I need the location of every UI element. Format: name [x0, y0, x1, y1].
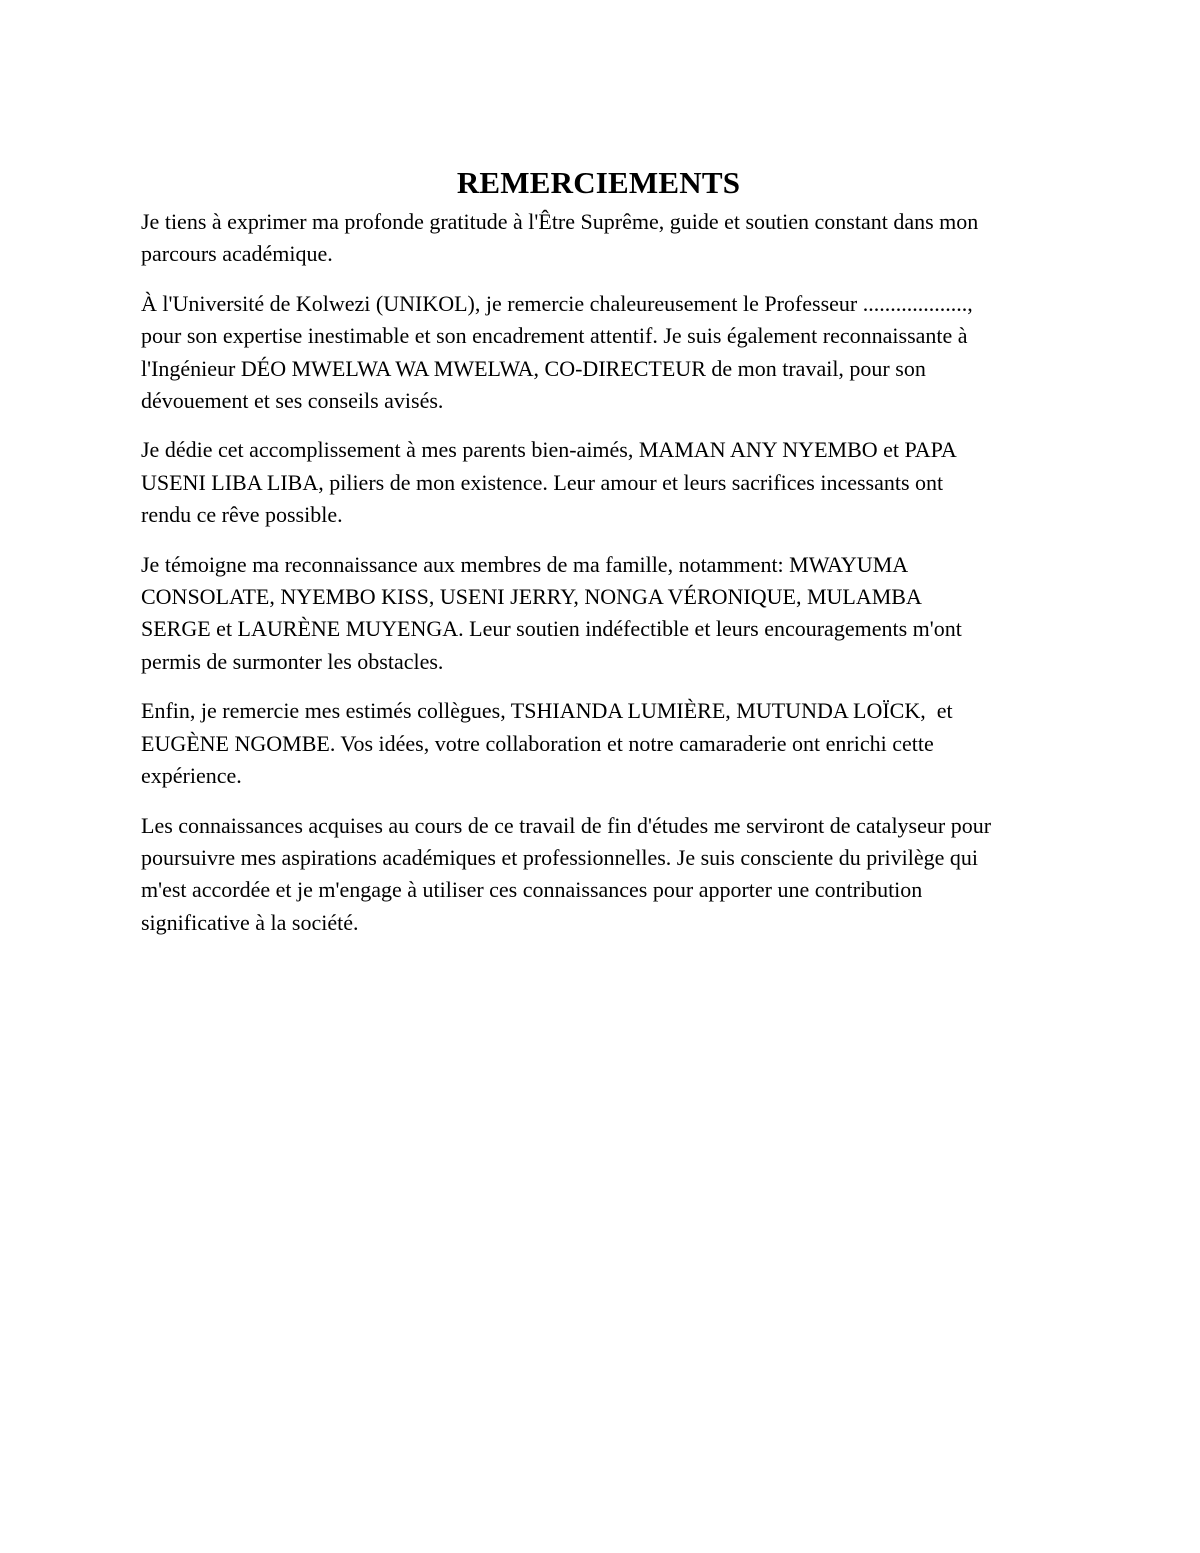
paragraph-line: CONSOLATE, NYEMBO KISS, USENI JERRY, NONGA VÉRONIQUE, MULAMBA	[141, 584, 922, 610]
paragraph-line: Les connaissances acquises au cours de ce travail de fin d'études me serviront de catalyseur pour	[141, 812, 992, 838]
paragraph-line: Je témoigne ma reconnaissance aux membres de ma famille, notamment: MWAYUMA	[141, 551, 909, 577]
paragraph-5	[141, 695, 1056, 792]
paragraph-line: À l'Université de Kolwezi (UNIKOL), je remercie chaleureusement le Professeur ...................,	[141, 290, 973, 316]
paragraph-line: rendu ce rêve possible.	[141, 502, 343, 528]
paragraph-line: Enfin, je remercie mes estimés collègues, TSHIANDA LUMIÈRE, MUTUNDA LOÏCK, et	[141, 698, 953, 724]
paragraph-line: EUGÈNE NGOMBE. Vos idées, votre collaboration et notre camaraderie ont enrichi cette	[141, 730, 934, 756]
paragraph-line: pour son expertise inestimable et son encadrement attentif. Je suis également reconnaissante à	[141, 323, 968, 349]
paragraph-line: Je tiens à exprimer ma profonde gratitude à l'Être Suprême, guide et soutien constant dans mon	[141, 209, 979, 234]
paragraph-line: SERGE et LAURÈNE MUYENGA. Leur soutien indéfectible et leurs encouragements m'ont	[141, 616, 962, 642]
paragraph-3	[141, 434, 1056, 531]
paragraph-6	[141, 810, 1056, 940]
paragraph-1	[141, 206, 1056, 271]
paragraph-line: l'Ingénieur DÉO MWELWA WA MWELWA, CO-DIRECTEUR de mon travail, pour son	[141, 355, 926, 381]
paragraph-line: m'est accordée et je m'engage à utiliser ces connaissances pour apporter une contribution	[141, 877, 923, 903]
paragraph-line: poursuivre mes aspirations académiques et professionnelles. Je suis consciente du privilège qui	[141, 844, 979, 870]
paragraph-line: expérience.	[141, 763, 242, 789]
page-title: REMERCIEMENTS	[456, 165, 741, 200]
paragraph-line: USENI LIBA LIBA, piliers de mon existence. Leur amour et leurs sacrifices incessants ont	[141, 469, 944, 495]
paragraph-line: parcours académique.	[141, 241, 333, 267]
paragraph-4	[141, 549, 1056, 679]
document-body	[141, 163, 1056, 956]
paragraph-line: significative à la société.	[141, 909, 359, 935]
paragraph-line: permis de surmonter les obstacles.	[141, 648, 444, 674]
paragraph-2	[141, 288, 1056, 418]
paragraph-line: Je dédie cet accomplissement à mes parents bien-aimés, MAMAN ANY NYEMBO et PAPA	[141, 437, 957, 463]
paragraph-line: dévouement et ses conseils avisés.	[141, 388, 444, 414]
